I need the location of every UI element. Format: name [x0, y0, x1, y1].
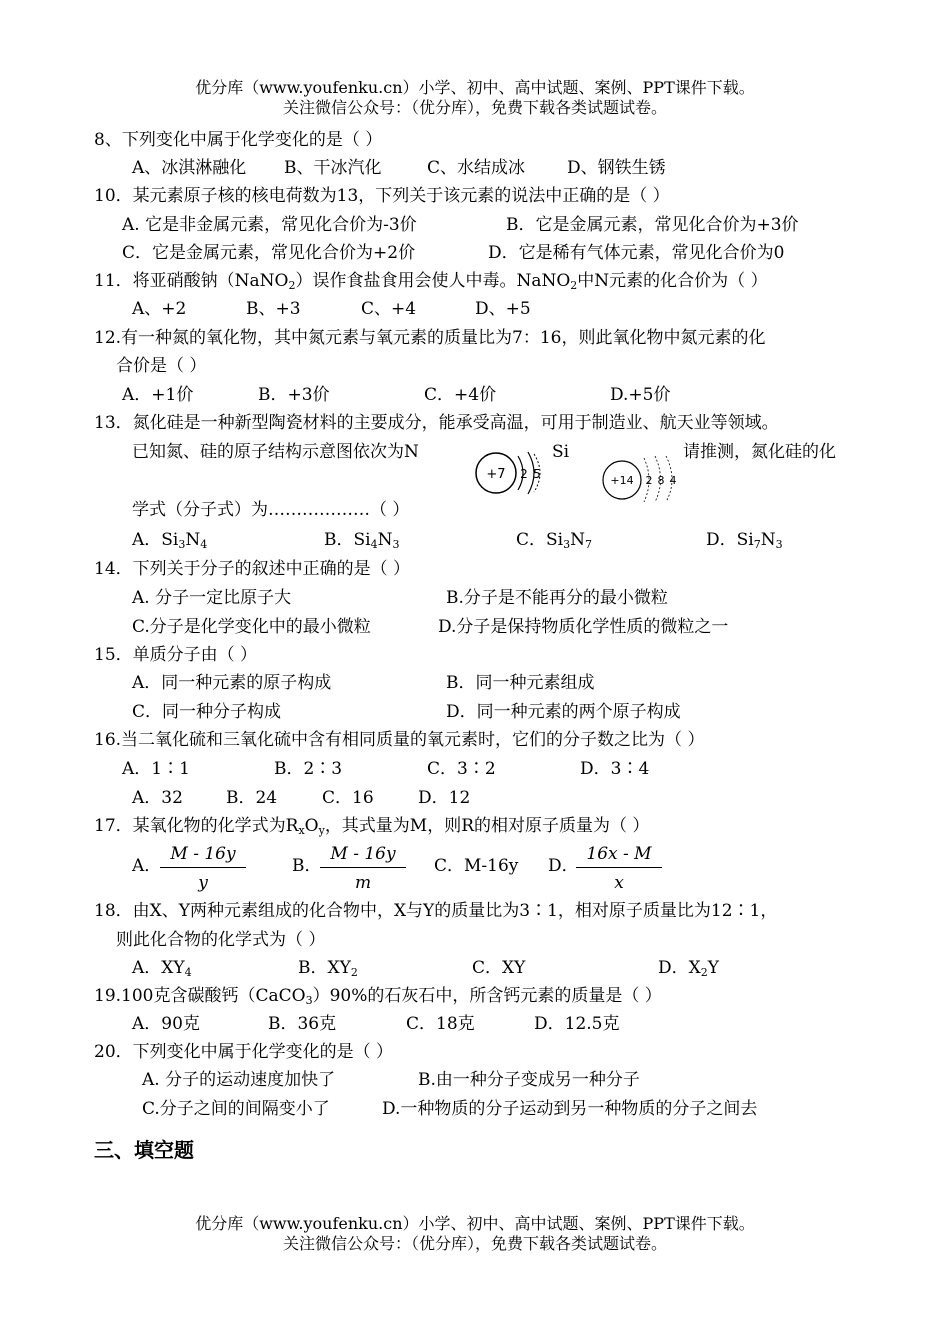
- q17-option-b-label: B．: [292, 856, 322, 876]
- q17-option-d-denominator: x: [614, 873, 624, 893]
- q8-option-c: C、水结成冰: [427, 158, 526, 178]
- footer-line-1: 优分库（www.youfenku.cn）小学、初中、高中试题、案例、PPT课件下载。: [195, 1214, 755, 1233]
- q19-option-c: C．18克: [406, 1014, 475, 1034]
- q12-option-b: B．+3价: [258, 385, 330, 405]
- q17-option-d-label: D．: [548, 856, 579, 876]
- q17-option-b-numerator: M - 16y: [320, 844, 406, 868]
- q11-option-b: B、+3: [246, 299, 301, 319]
- q11-stem: 11．将亚硝酸钠（NaNO$_2$）误作食盐食用会使人中毒。NaNO$_2$中N元素的化合价为（ ）: [94, 271, 768, 292]
- q20-option-a: A. 分子的运动速度加快了: [142, 1070, 336, 1090]
- q20-stem: 20．下列变化中属于化学变化的是（ ）: [94, 1042, 394, 1062]
- q17-option-a-denominator: y: [198, 873, 208, 893]
- nitrogen-shell-1: 2: [520, 467, 528, 481]
- q11-option-a: A、+2: [132, 299, 187, 319]
- q16-option-b: B．2∶3: [274, 759, 343, 779]
- q12-stem-2: 合价是（ ）: [116, 356, 207, 376]
- q18-option-b: B．$XY_2$: [298, 958, 358, 979]
- q14-stem: 14．下列关于分子的叙述中正确的是（ ）: [94, 559, 411, 579]
- q13-stem-1: 13．氮化硅是一种新型陶瓷材料的主要成分，能承受高温，可用于制造业、航天业等领域。: [94, 413, 779, 433]
- footer-line-2: 关注微信公众号：（优分库），免费下载各类试题试卷。: [282, 1234, 667, 1253]
- q15-option-b: B．同一种元素组成: [446, 673, 595, 693]
- nitrogen-shell-2: 5: [533, 467, 541, 481]
- q17-stem: 17．某氧化物的化学式为$R_xO_y$，其式量为M，则R的相对原子质量为（ ）: [94, 816, 650, 837]
- q16-option-a: A．1∶1: [122, 759, 190, 779]
- q10-option-b: B．它是金属元素，常见化合价为+3价: [506, 215, 799, 235]
- silicon-shell-1: 2: [645, 474, 653, 487]
- section-3-title: 三、填空题: [94, 1138, 194, 1162]
- q13-stem-3: 学式（分子式）为………………（ ）: [132, 500, 410, 520]
- q18-stem-2: 则此化合物的化学式为（ ）: [116, 930, 326, 950]
- q16-option2-d: D．12: [418, 788, 471, 808]
- q17-option-c: C．M-16y: [434, 856, 519, 876]
- q20-option-c: C.分子之间的间隔变小了: [142, 1099, 330, 1119]
- q13-stem-2c: 请推测，氮化硅的化: [683, 442, 836, 462]
- q17-option-b-fraction: [320, 844, 406, 893]
- q14-option-a: A. 分子一定比原子大: [132, 588, 292, 608]
- q18-option-c: C．XY: [472, 958, 526, 978]
- q13-stem-2a: 已知氮、硅的原子结构示意图依次为N: [132, 442, 419, 462]
- q16-option2-b: B．24: [226, 788, 278, 808]
- q12-stem-1: 12.有一种氮的氧化物，其中氮元素与氧元素的质量比为7：16，则此氧化物中氮元素的化: [94, 328, 766, 348]
- q15-option-a: A．同一种元素的原子构成: [132, 673, 332, 693]
- q15-option-d: D．同一种元素的两个原子构成: [446, 702, 681, 722]
- q15-stem: 15．单质分子由（ ）: [94, 645, 258, 665]
- q19-option-d: D．12.5克: [534, 1014, 620, 1034]
- q20-option-b: B.由一种分子变成另一种分子: [418, 1070, 640, 1090]
- q10-stem: 10．某元素原子核的核电荷数为13，下列关于该元素的说法中正确的是（ ）: [94, 186, 670, 206]
- nitrogen-atom-diagram: [470, 446, 550, 500]
- q12-option-a: A．+1价: [122, 385, 194, 405]
- q16-option2-a: A．32: [132, 788, 183, 808]
- q17-option-a-fraction: [160, 844, 246, 893]
- header-line-2: 关注微信公众号：（优分库），免费下载各类试题试卷。: [282, 98, 667, 117]
- q12-option-d: D.+5价: [610, 385, 671, 405]
- q15-option-c: C．同一种分子构成: [132, 702, 282, 722]
- silicon-shell-3: 4: [669, 474, 677, 487]
- q20-option-d: D.一种物质的分子运动到另一种物质的分子之间去: [382, 1099, 758, 1119]
- q10-option-a: A. 它是非金属元素，常见化合价为-3价: [122, 215, 417, 235]
- q19-option-a: A．90克: [132, 1014, 200, 1034]
- q14-option-b: B.分子是不能再分的最小微粒: [446, 588, 668, 608]
- q14-option-d: D.分子是保持物质化学性质的微粒之一: [438, 617, 729, 637]
- q10-option-c: C．它是金属元素，常见化合价为+2价: [122, 243, 416, 263]
- nitrogen-nucleus: +7: [486, 467, 506, 482]
- q13-option-a: A．$Si_3N_4$: [132, 530, 208, 551]
- q17-option-b-denominator: m: [354, 873, 372, 893]
- q11-option-d: D、+5: [475, 299, 531, 319]
- q11-option-c: C、+4: [361, 299, 417, 319]
- q18-option-d: D．$X_2Y$: [658, 958, 719, 979]
- q8-option-b: B、干冰汽化: [284, 158, 382, 178]
- header-line-1: 优分库（www.youfenku.cn）小学、初中、高中试题、案例、PPT课件下载。: [195, 78, 755, 97]
- q14-option-c: C.分子是化学变化中的最小微粒: [132, 617, 371, 637]
- q16-option2-c: C．16: [322, 788, 374, 808]
- q16-stem: 16.当二氧化硫和三氧化硫中含有相同质量的氧元素时，它们的分子数之比为（ ）: [94, 730, 705, 750]
- q10-option-d: D．它是稀有气体元素，常见化合价为0: [488, 243, 785, 263]
- q8-stem: 8、下列变化中属于化学变化的是（ ）: [94, 130, 383, 150]
- q12-option-c: C．+4价: [424, 385, 497, 405]
- q18-option-a: A．$XY_4$: [132, 958, 192, 979]
- q13-option-d: D．$Si_7N_3$: [706, 530, 783, 551]
- q13-option-b: B．$Si_4N_3$: [324, 530, 400, 551]
- q19-option-b: B．36克: [268, 1014, 337, 1034]
- q13-stem-2b: Si: [552, 442, 570, 462]
- q8-option-a: A、冰淇淋融化: [132, 158, 247, 178]
- q17-option-a-numerator: M - 16y: [160, 844, 246, 868]
- q18-stem-1: 18．由X、Y两种元素组成的化合物中，X与Y的质量比为3∶1，相对原子质量比为12∶1，: [94, 901, 778, 921]
- q16-option-d: D．3∶4: [580, 759, 650, 779]
- q16-option-c: C．3∶2: [427, 759, 496, 779]
- q17-option-a-label: A．: [132, 856, 162, 876]
- silicon-atom-diagram: [600, 450, 690, 504]
- q17-option-d-fraction: [576, 844, 662, 893]
- q13-option-c: C．$Si_3N_7$: [516, 530, 592, 551]
- silicon-shell-2: 8: [657, 474, 665, 487]
- q19-stem: 19.100克含碳酸钙（CaCO$_3$）90%的石灰石中，所含钙元素的质量是（ ）: [94, 986, 662, 1007]
- silicon-nucleus: +14: [610, 474, 634, 487]
- q8-option-d: D、钢铁生锈: [567, 158, 666, 178]
- q17-option-d-numerator: 16x - M: [576, 844, 662, 868]
